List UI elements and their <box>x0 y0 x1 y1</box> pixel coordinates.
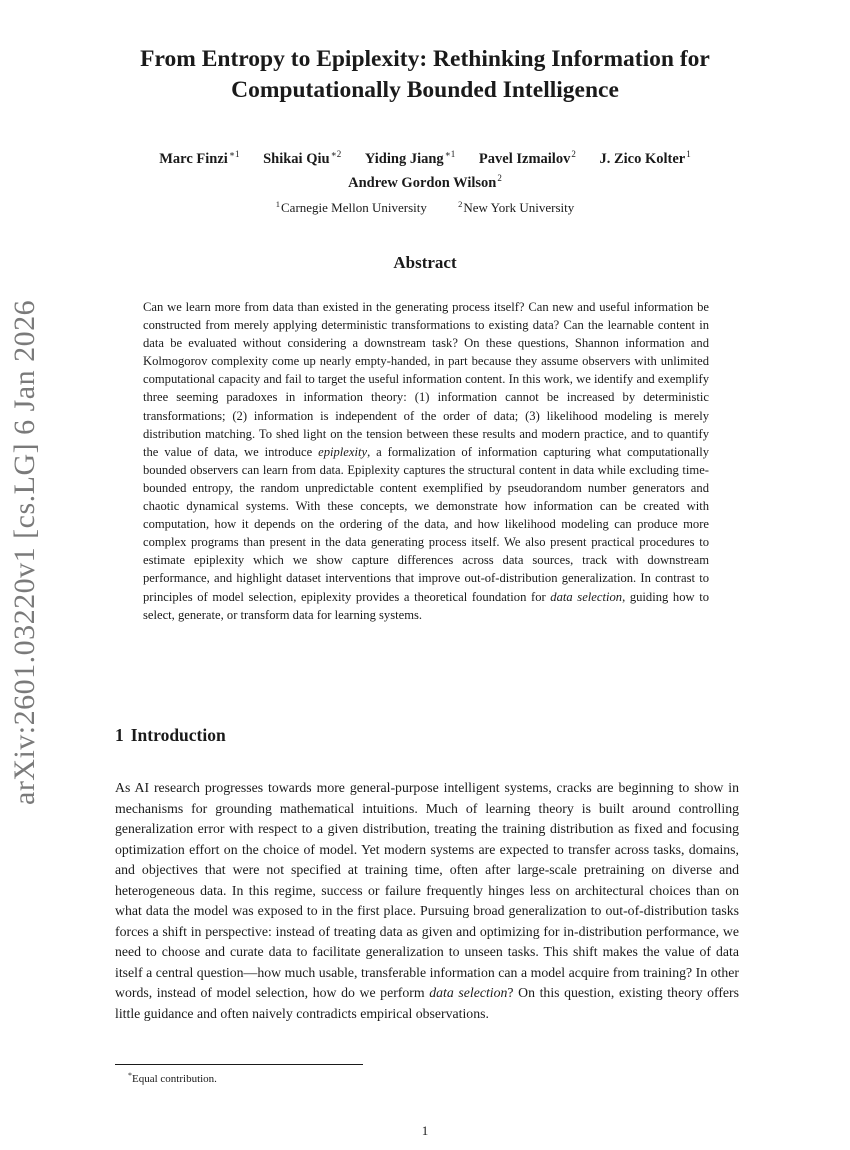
author: Andrew Gordon Wilson$^2$ <box>348 173 502 191</box>
introduction-paragraph: As AI research progresses towards more general-purpose intelligent systems, cracks are beginning to show in mechanisms for grounding mathematical intuitions. Much of learning theory is built around controlling generalization error with respect to a given distribution, treating the training distribution as fixed and focusing optimization effort on the choice of model. Yet modern systems are expected to transfer across tasks, domains, and objectives that were not specified at training time, often after large-scale pretraining on diverse and heterogeneous data. In this regime, success or failure frequently hinges less on architectural choices than on what data the model was exposed to in the first place. Pursuing broad generalization to out-of-distribution tasks forces a shift in perspective: instead of treating data as given and optimizing for in-distribution performance, we need to choose and curate data to facilitate generalization to unseen tasks. This shift makes the value of data itself a central question—how much usable, transferable information can a model acquire from training? In other words, instead of model selection, how do we perform data selection? On this question, existing theory offers little guidance and often naively contradicts empirical observations. <box>115 780 740 1021</box>
emphasis: data selection <box>550 589 623 604</box>
author: Pavel Izmailov$^2$ <box>478 149 576 167</box>
title-line-1: From Entropy to Epiplexity: Rethinking Information for <box>140 46 710 72</box>
footnote-rule <box>115 1064 363 1065</box>
paper-title <box>100 44 750 106</box>
author: J. Zico Kolter$^1$ <box>599 149 691 167</box>
author: Shikai Qiu$^{∗2}$ <box>263 149 342 167</box>
abstract-heading: Abstract <box>393 253 457 272</box>
affiliation: $^2$New York University <box>458 199 575 215</box>
emphasis: data selection <box>429 985 508 1000</box>
arxiv-identifier: arXiv:2601.03220v1 [cs.LG] 6 Jan 2026 <box>8 299 41 805</box>
author-row-1 <box>100 145 750 169</box>
section-heading-introduction: 1 Introduction <box>115 725 226 745</box>
footnote: *Equal contribution. <box>128 1071 217 1085</box>
author-list <box>100 145 750 193</box>
affiliation: $^1$Carnegie Mellon University <box>275 199 427 215</box>
page-number: 1 <box>421 1123 429 1138</box>
affiliations <box>100 196 750 216</box>
title-line-2: Computationally Bounded Intelligence <box>231 77 619 103</box>
abstract-body: Can we learn more from data than existed in the generating process itself? Can new and useful information be constructed from merely applying deterministic transformations to existing data? Can the learnable content in data be evaluated without considering a downstream task? On these questions, Shannon information and Kolmogorov complexity come up nearly empty-handed, in part because they assume observers with unlimited computational capacity and fail to target the useful information content. In this work, we identify and exemplify three seeming paradoxes in information theory: (1) information cannot be increased by deterministic transformations; (2) information is independent of the order of data; (3) likelihood modeling is merely distribution matching. To shed light on the tension between these results and modern practice, and to quantify the value of data, we introduce epiplexity, a formalization of information capturing what computationally bounded observers can learn from data. Epiplexity captures the structural content in data while excluding time-bounded entropy, the random unpredictable content exemplified by pseudorandom number generators and chaotic dynamical systems. With these concepts, we demonstrate how information can be created with computation, how it depends on the ordering of the data, and how likelihood modeling can produce more complex programs than present in the data generating process itself. We also present practical procedures to estimate epiplexity which we show capture differences across data sources, track with downstream performance, and highlight dataset interventions that improve out-of-distribution generalization. In contrast to principles of model selection, epiplexity provides a theoretical foundation for data selection, guiding how to select, generate, or transform data for learning systems. <box>143 300 709 622</box>
emphasis: epiplexity <box>318 444 368 459</box>
author: Yiding Jiang$^{∗1}$ <box>364 149 456 167</box>
author: Marc Finzi$^{∗1}$ <box>159 149 240 167</box>
author-row-2 <box>100 169 750 193</box>
